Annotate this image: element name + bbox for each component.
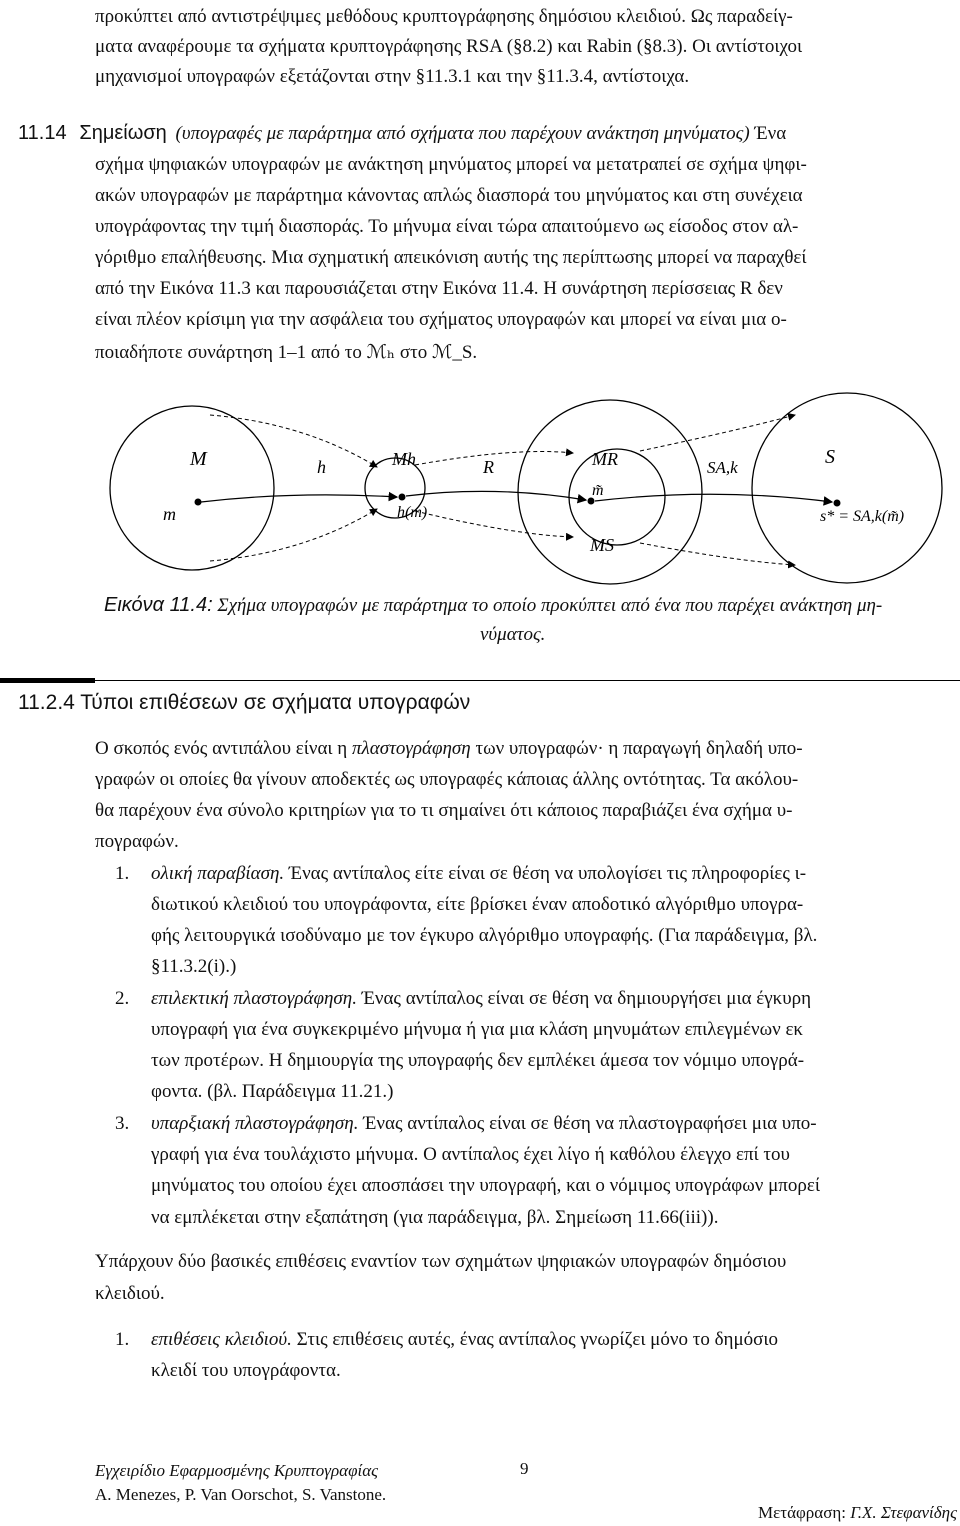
intro-prefix: Ο σκοπός ενός αντιπάλου είναι η xyxy=(95,738,352,759)
dashed-M-Mh xyxy=(210,415,377,467)
caption-text: Σχήμα υπογραφών με παράρτημα το οποίο προκύπτει από ένα που παρέχει ανάκτηση μη- xyxy=(217,595,883,616)
arrow-mtilde-sstar xyxy=(595,494,832,502)
item-term: επιθέσεις κλειδιού. xyxy=(151,1329,292,1350)
item-text: Στις επιθέσεις αυτές, ένας αντίπαλος γνωρίζει μόνο το δημόσιο xyxy=(296,1329,779,1350)
label-MS: MS xyxy=(590,535,614,555)
intro-line: μηχανισμοί υπογραφών εξετάζονται στην §11.3.1 και την §11.3.4, αντίστοιχα. xyxy=(95,66,690,87)
item-number: 3. xyxy=(115,1113,130,1134)
caption-label: Εικόνα 11.4: xyxy=(104,594,213,616)
circle-MR xyxy=(518,400,702,584)
note-line: είναι πλέον κρίσιμη για την ασφάλεια του σχήματος υπογραφών και μπορεί να είναι μια ο- xyxy=(95,309,787,330)
item-line: διωτικού κλειδιού του υπογράφοντα, είτε βρίσκει έναν αποδοτικό αλγόριθμο υπογρα- xyxy=(151,894,804,915)
intro-line: ματα αναφέρουμε τα σχήματα κρυπτογράφησης RSA (§8.2) και Rabin (§8.3). Οι αντίστοιχοι xyxy=(95,36,803,57)
section-heading: 11.2.4 Τύποι επιθέσεων σε σχήματα υπογραφών xyxy=(18,691,471,714)
item-number: 1. xyxy=(115,1329,130,1350)
note-line: σχήμα ψηφιακών υπογραφών με ανάκτηση μηνύματος μπορεί να μετατραπεί σε σχήμα ψηφι- xyxy=(95,154,807,175)
label-S: S xyxy=(825,446,835,468)
dashed-MR-S xyxy=(640,415,795,451)
item-term: ολική παραβίαση. xyxy=(151,863,285,884)
note-label: Σημείωση xyxy=(79,122,167,144)
label-R: R xyxy=(483,457,494,477)
footer-book-title: Εγχειρίδιο Εφαρμοσμένης Κρυπτογραφίας xyxy=(95,1461,379,1480)
circle-S xyxy=(752,393,942,583)
point-sstar xyxy=(834,500,841,507)
caption-text-cont: νύματος. xyxy=(480,624,546,645)
intro-line: προκύπτει από αντιστρέψιμες μεθόδους κρυπτογράφησης δημόσιου κλειδιού. Ως παραδείγ- xyxy=(95,6,793,27)
section-intro-line: γραφών οι οποίες θα γίνουν αποδεκτές ως υπογραφές κάποιας άλλης οντότητας. Τα ακόλου- xyxy=(95,769,799,790)
dashed-Mh-MR xyxy=(415,452,573,466)
page-number: 9 xyxy=(520,1459,529,1478)
item-term: επιλεκτική πλαστογράφηση. xyxy=(151,988,357,1009)
note-number: 11.14 xyxy=(18,122,67,144)
item-line: υπογραφή για ένα συγκεκριμένο μήνυμα ή για μια κλάση μηνυμάτων επιλεγμένων εκ xyxy=(151,1019,803,1040)
dashed-M-Mh-bottom xyxy=(210,509,377,561)
intro-suffix: των υπογραφών· η παραγωγή δηλαδή υπο- xyxy=(470,738,803,759)
note-line: υπογράφοντας την τιμή διασποράς. Το μήνυμα είναι τώρα απαιτούμενο ως είσοδος στον αλ- xyxy=(95,216,799,237)
item-number: 1. xyxy=(115,863,130,884)
item-text: Ένας αντίπαλος είτε είναι σε θέση να υπολογίσει τις πληροφορίες ι- xyxy=(288,863,807,884)
section-rule xyxy=(0,680,960,681)
footer-translator: Γ.Χ. Στεφανίδης xyxy=(850,1503,957,1522)
item-line: φοντα. (βλ. Παράδειγμα 11.21.) xyxy=(151,1081,394,1102)
item-line: φής λειτουργικά ισοδύναμο με τον έγκυρο αλγόριθμο υπογραφής. (Για παράδειγμα, βλ. xyxy=(151,925,818,946)
note-title: (υπογραφές με παράρτημα από σχήματα που παρέχουν ανάκτηση μηνύματος) xyxy=(175,123,750,144)
note-line: γόριθμο επαλήθευσης. Μια σχηματική απεικόνιση αυτής της περίπτωσης μπορεί να παραχθεί xyxy=(95,247,807,268)
section-intro-line: θα παρέχουν ένα σύνολο κριτηρίων για το τι σημαίνει ότι κάποιος παραβιάζει ένα σχήμα υ- xyxy=(95,800,793,821)
note-line: ακών υπογραφών με παράρτημα κάνοντας απλώς διασπορά του μηνύματος και στη συνέχεια xyxy=(95,185,803,206)
item-line: κλειδί του υπογράφοντα. xyxy=(151,1360,341,1381)
section-intro-line: πογραφών. xyxy=(95,831,179,852)
label-SAk: SA,k xyxy=(707,458,738,477)
label-Mh: Mh xyxy=(392,449,416,469)
item-line: μηνύματος του οποίου έχει αποσπάσει την υπογραφή, και ο νόμιμος υπογράφων μπορεί xyxy=(151,1175,820,1196)
point-m xyxy=(195,499,202,506)
note-line: από την Εικόνα 11.3 και παρουσιάζεται στην Εικόνα 11.4. Η συνάρτηση περίσσειας R δεν xyxy=(95,278,783,299)
label-mtilde: m̃ xyxy=(592,482,604,499)
point-hm xyxy=(399,494,406,501)
label-h: h xyxy=(317,457,326,477)
item-line: να εμπλέκεται στην εξαπάτηση (για παράδειγμα, βλ. Σημείωση 11.66(iii)). xyxy=(151,1207,719,1228)
label-sstar: s* = SA,k(m̃) xyxy=(820,508,905,525)
item-term: υπαρξιακή πλαστογράφηση. xyxy=(151,1113,359,1134)
label-MR: MR xyxy=(592,449,618,469)
note-line: ποιαδήποτε συνάρτηση 1–1 από το ℳₕ στο ℳ_S. xyxy=(95,342,478,363)
item-text: Ένας αντίπαλος είναι σε θέση να πλαστογραφήσει μια υπο- xyxy=(363,1113,817,1134)
arrow-hm-mtilde xyxy=(406,491,586,500)
item-line: γραφή για ένα τουλάχιστο μήνυμα. Ο αντίπαλος έχει λίγο ή καθόλου έλεγχο επί του xyxy=(151,1144,790,1165)
para-line: Υπάρχουν δύο βασικές επιθέσεις εναντίον των σχημάτων ψηφιακών υπογραφών δημόσιου xyxy=(95,1251,787,1272)
item-line: των προτέρων. Η δημιουργία της υπογραφής δεν εμπλέκει άμεσα τον νόμιμο υπογρά- xyxy=(151,1050,805,1071)
item-number: 2. xyxy=(115,988,130,1009)
item-text: Ένας αντίπαλος είναι σε θέση να δημιουργήσει μια έγκυρη xyxy=(361,988,812,1009)
label-hm: h(m) xyxy=(397,504,428,521)
intro-italic: πλαστογράφηση xyxy=(351,738,471,759)
item-line: §11.3.2(i).) xyxy=(151,956,237,977)
dashed-Mh-MR-bottom xyxy=(415,511,573,537)
circle-M xyxy=(110,406,274,570)
note-first-line-tail: Ένα xyxy=(754,123,787,144)
figure-diagram xyxy=(95,385,957,590)
para-line: κλειδιού. xyxy=(95,1283,165,1304)
footer-authors: A. Menezes, P. Van Oorschot, S. Vanstone. xyxy=(95,1485,387,1504)
footer-translation-label: Μετάφραση: xyxy=(758,1503,846,1522)
label-M: M xyxy=(190,448,207,470)
label-m: m xyxy=(163,504,176,524)
